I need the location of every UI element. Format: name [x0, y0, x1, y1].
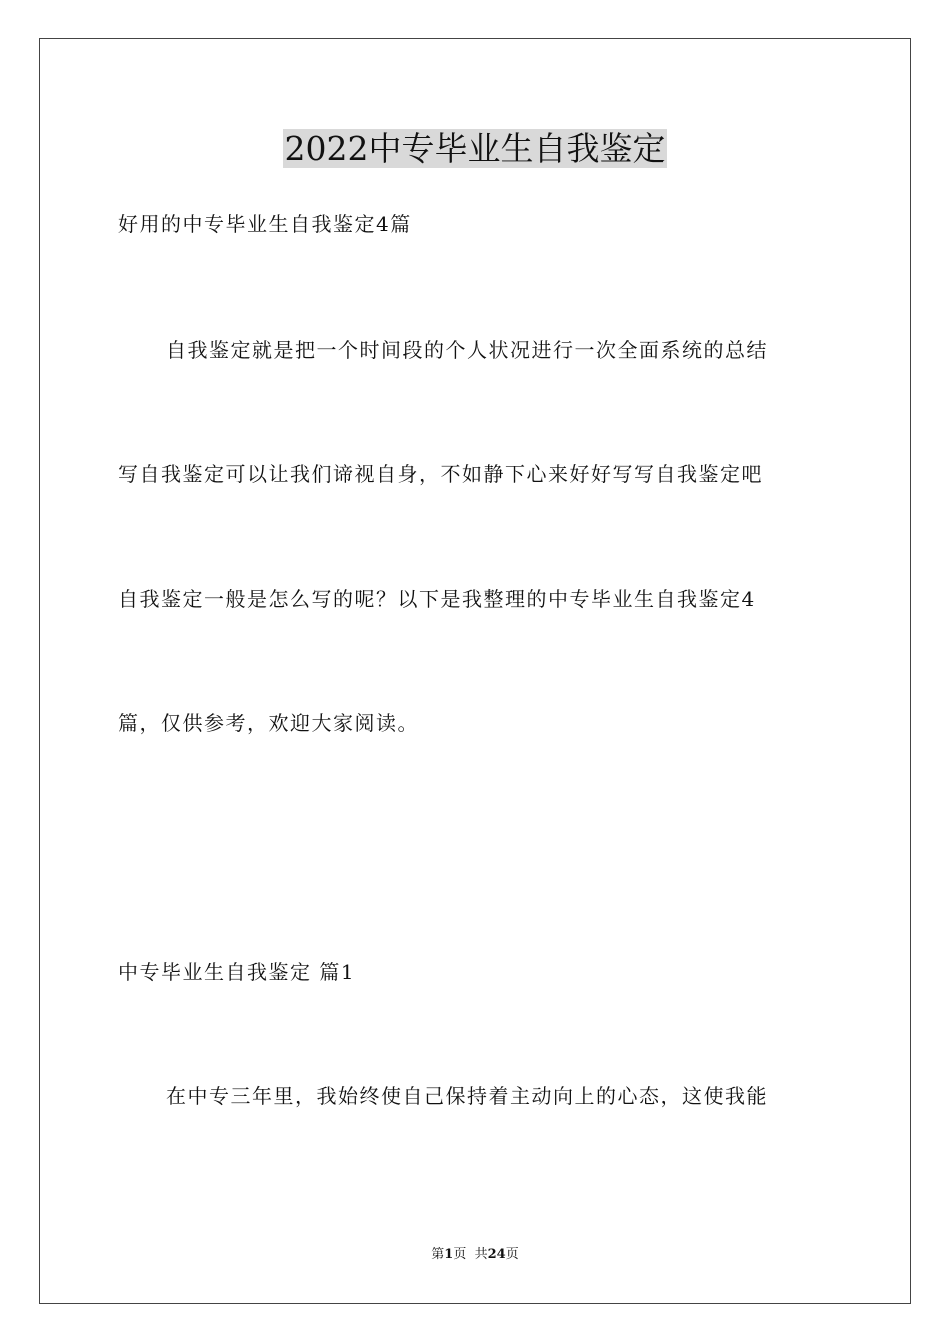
intro-line: 自我鉴定一般是怎么写的呢？以下是我整理的中专毕业生自我鉴定4 — [118, 587, 756, 611]
intro-line: 篇，仅供参考，欢迎大家阅读。 — [118, 711, 419, 735]
section-heading: 中专毕业生自我鉴定 篇1 — [118, 960, 356, 984]
document-subtitle: 好用的中专毕业生自我鉴定4篇 — [118, 212, 412, 236]
intro-line: 写自我鉴定可以让我们谛视自身，不如静下心来好好写写自我鉴定吧 — [118, 462, 763, 486]
section-paragraph-line: 在中专三年里，我始终使自己保持着主动向上的心态，这使我能 — [166, 1084, 768, 1108]
page-total: 24 — [487, 1247, 506, 1262]
document-title — [0, 124, 950, 174]
page-footer — [0, 1245, 950, 1265]
page-prefix: 第 — [431, 1247, 445, 1262]
page-suffix: 页 — [505, 1247, 519, 1262]
page-mid: 页 共 — [453, 1247, 488, 1262]
intro-line: 自我鉴定就是把一个时间段的个人状况进行一次全面系统的总结 — [166, 338, 768, 362]
page-current: 1 — [444, 1247, 454, 1262]
document-title-text: 2022中专毕业生自我鉴定 — [284, 129, 666, 168]
